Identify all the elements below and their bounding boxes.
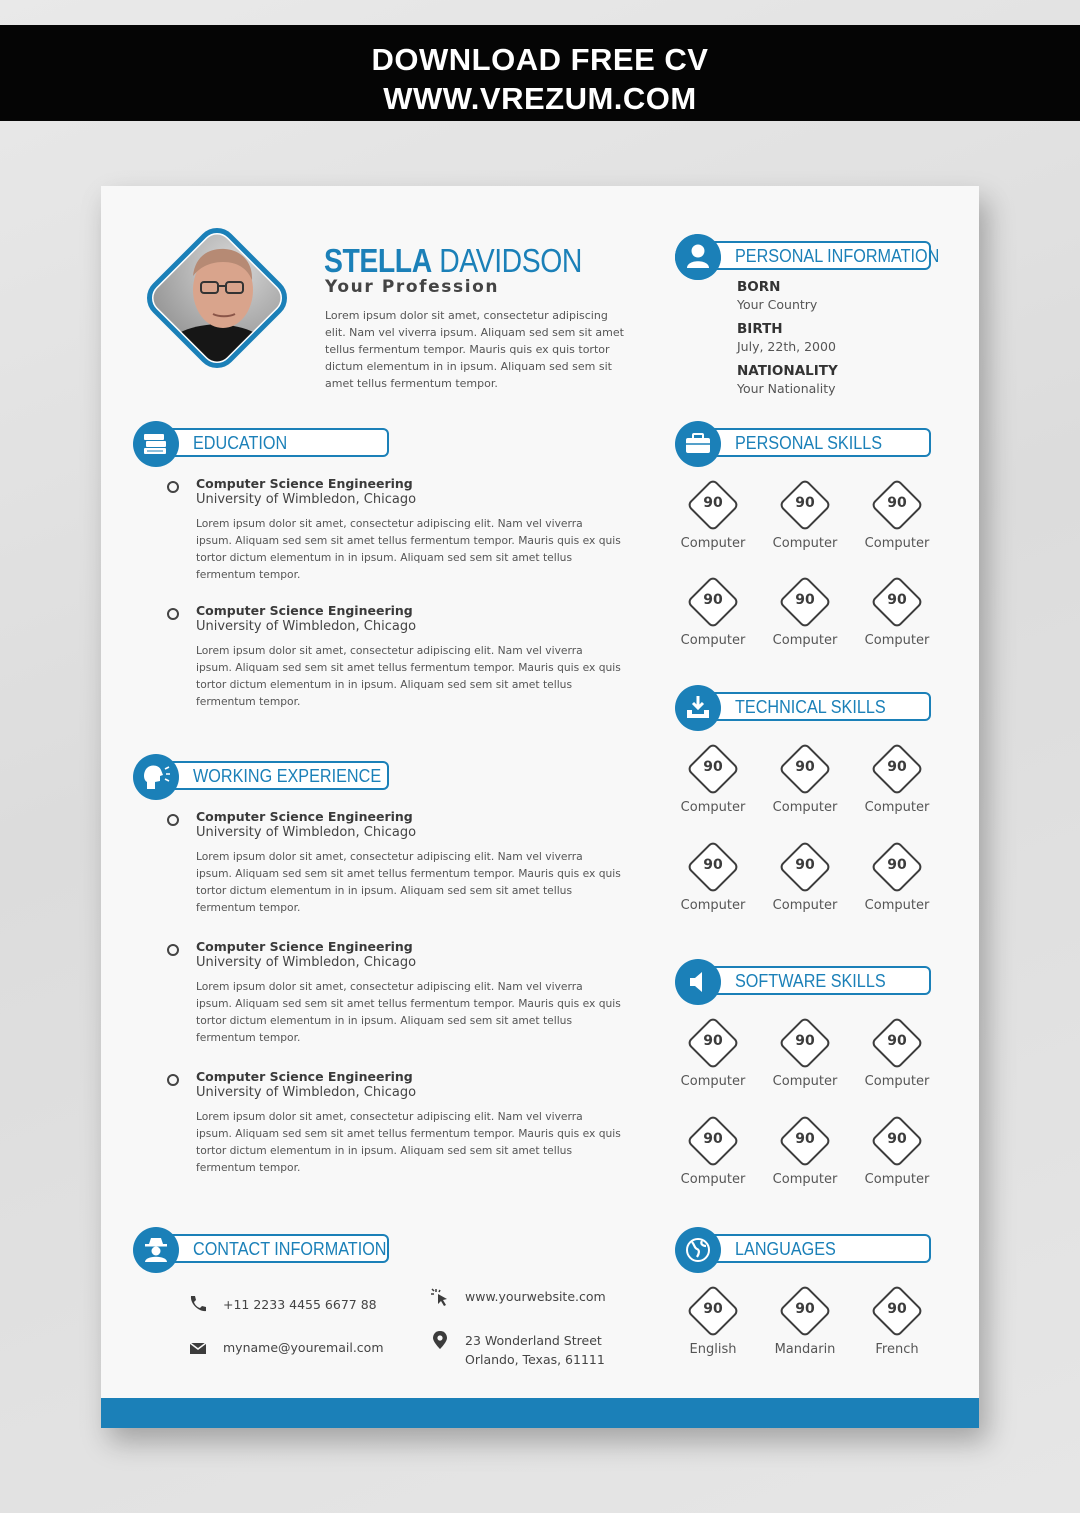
entry-description: Lorem ipsum dolor sit amet, consectetur adipiscing elit. Nam vel viverra ipsum. Aliquam sed sem sit amet tellus fermentum tempor. Mauris quis ex quis tortor dictum elementum in in ipsum. Aliquam sed sem sit amet tellus fermentum tempor. [196, 644, 621, 708]
skill-badge [767, 842, 837, 928]
bullet-icon [167, 1074, 179, 1086]
education-entry [167, 476, 627, 586]
language-label: French [875, 1342, 919, 1357]
section-title-languages: LANGUAGES [735, 1239, 836, 1259]
skill-label: Computer [864, 633, 930, 648]
speaking-head-icon [133, 754, 179, 800]
contact-phone: +11 2233 4455 6677 88 [223, 1297, 377, 1312]
skill-value: 90 [795, 592, 815, 608]
skill-label: Computer [772, 898, 838, 913]
entry-subtitle: University of Wimbledon, Chicago [196, 825, 417, 840]
skill-label: Computer [680, 800, 746, 815]
globe-icon [675, 1227, 721, 1273]
skill-label: Computer [680, 633, 746, 648]
phone-icon [187, 1293, 209, 1315]
skill-value: 90 [887, 495, 907, 511]
skill-value: 90 [703, 1131, 723, 1147]
entry-title: Computer Science Engineering [196, 809, 413, 824]
info-value: Your Country [737, 297, 818, 312]
skill-value: 90 [795, 857, 815, 873]
experience-entry [167, 809, 627, 919]
skill-value: 90 [887, 857, 907, 873]
entry-subtitle: University of Wimbledon, Chicago [196, 955, 417, 970]
experience-entry [167, 939, 627, 1049]
language-label: English [689, 1342, 737, 1357]
section-title-technical-skills: TECHNICAL SKILLS [735, 697, 886, 717]
entry-description: Lorem ipsum dolor sit amet, consectetur adipiscing elit. Nam vel viverra ipsum. Aliquam sed sem sit amet tellus fermentum tempor. Mauris quis ex quis tortor dictum elementum in in ipsum. Aliquam sed sem sit amet tellus fermentum tempor. [196, 850, 621, 914]
skill-badge [767, 744, 837, 830]
skill-value: 90 [703, 759, 723, 775]
envelope-icon [187, 1337, 209, 1359]
language-value: 90 [887, 1301, 907, 1317]
skill-badge [859, 1116, 929, 1202]
entry-title: Computer Science Engineering [196, 1069, 413, 1084]
contact-email: myname@youremail.com [223, 1340, 384, 1355]
profession: Your Profession [325, 277, 500, 297]
section-title-software-skills: SOFTWARE SKILLS [735, 971, 886, 991]
cv-page [101, 186, 979, 1428]
skill-label: Computer [772, 1074, 838, 1089]
skill-value: 90 [795, 1033, 815, 1049]
contact-website: www.yourwebsite.com [465, 1289, 606, 1304]
skill-value: 90 [795, 495, 815, 511]
entry-subtitle: University of Wimbledon, Chicago [196, 619, 417, 634]
map-pin-icon [429, 1329, 451, 1351]
skill-badge [859, 480, 929, 566]
bullet-icon [167, 608, 179, 620]
skill-label: Computer [772, 633, 838, 648]
spy-icon [133, 1227, 179, 1273]
info-label: BIRTH [737, 321, 783, 337]
contact-address-line1: 23 Wonderland Street [465, 1333, 602, 1348]
bullet-icon [167, 944, 179, 956]
banner-line-1: DOWNLOAD FREE CV [371, 42, 709, 77]
skill-badge [767, 577, 837, 663]
entry-title: Computer Science Engineering [196, 603, 413, 618]
language-badge [675, 1286, 745, 1372]
section-title-education: EDUCATION [193, 433, 288, 453]
entry-description: Lorem ipsum dolor sit amet, consectetur adipiscing elit. Nam vel viverra ipsum. Aliquam sed sem sit amet tellus fermentum tempor. Mauris quis ex quis tortor dictum elementum in in ipsum. Aliquam sed sem sit amet tellus fermentum tempor. [196, 1110, 621, 1174]
entry-description: Lorem ipsum dolor sit amet, consectetur adipiscing elit. Nam vel viverra ipsum. Aliquam sed sem sit amet tellus fermentum tempor. Mauris quis ex quis tortor dictum elementum in in ipsum. Aliquam sed sem sit amet tellus fermentum tempor. [196, 980, 621, 1044]
intro-text: Lorem ipsum dolor sit amet, consectetur adipiscing elit. Nam vel viverra ipsum. Aliquam sed sem sit amet tellus fermentum tempor. Mauris quis ex quis tortor dictum elementum in in ipsum. Aliquam sed sem sit amet tellus fermentum tempor. [325, 309, 624, 390]
skill-value: 90 [703, 592, 723, 608]
contact-address-line2: Orlando, Texas, 61111 [465, 1352, 605, 1367]
skill-badge [675, 577, 745, 663]
language-value: 90 [795, 1301, 815, 1317]
user-icon [675, 234, 721, 280]
entry-subtitle: University of Wimbledon, Chicago [196, 492, 417, 507]
footer-bar [101, 1398, 979, 1428]
last-name: DAVIDSON [439, 242, 582, 279]
skill-label: Computer [864, 1074, 930, 1089]
skill-label: Computer [772, 800, 838, 815]
skill-badge [859, 842, 929, 928]
skill-badge [859, 577, 929, 663]
entry-subtitle: University of Wimbledon, Chicago [196, 1085, 417, 1100]
full-name [324, 242, 582, 280]
books-icon [133, 421, 179, 467]
language-badge [767, 1286, 837, 1372]
skill-label: Computer [772, 536, 838, 551]
skill-badge [767, 1018, 837, 1104]
speaker-icon [675, 959, 721, 1005]
skill-value: 90 [703, 495, 723, 511]
section-title-personal-information: PERSONAL INFORMATION [735, 246, 940, 266]
skill-label: Computer [680, 898, 746, 913]
skill-badge [859, 744, 929, 830]
section-title-working-experience: WORKING EXPERIENCE [193, 766, 382, 786]
skill-badge [675, 842, 745, 928]
skill-badge [767, 480, 837, 566]
skill-badge [767, 1116, 837, 1202]
skill-badge [675, 744, 745, 830]
info-birth [737, 321, 836, 355]
info-label: BORN [737, 279, 781, 295]
skill-label: Computer [680, 1074, 746, 1089]
bullet-icon [167, 814, 179, 826]
cursor-click-icon [429, 1286, 451, 1308]
skill-label: Computer [680, 536, 746, 551]
entry-description: Lorem ipsum dolor sit amet, consectetur adipiscing elit. Nam vel viverra ipsum. Aliquam sed sem sit amet tellus fermentum tempor. Mauris quis ex quis tortor dictum elementum in in ipsum. Aliquam sed sem sit amet tellus fermentum tempor. [196, 517, 621, 581]
skill-label: Computer [864, 898, 930, 913]
skill-label: Computer [864, 800, 930, 815]
skill-value: 90 [795, 1131, 815, 1147]
skill-label: Computer [864, 536, 930, 551]
banner-line-2: WWW.VREZUM.COM [383, 81, 697, 116]
education-entry [167, 603, 627, 713]
toolbox-icon [675, 421, 721, 467]
skill-badge [675, 480, 745, 566]
skill-value: 90 [703, 857, 723, 873]
skill-label: Computer [772, 1172, 838, 1187]
skill-badge [859, 1018, 929, 1104]
skill-badge [675, 1018, 745, 1104]
bullet-icon [167, 481, 179, 493]
language-value: 90 [703, 1301, 723, 1317]
skill-value: 90 [795, 759, 815, 775]
skill-label: Computer [864, 1172, 930, 1187]
experience-entry [167, 1069, 627, 1179]
first-name: STELLA [324, 242, 432, 279]
info-value: July, 22th, 2000 [737, 339, 836, 354]
skill-label: Computer [680, 1172, 746, 1187]
skill-value: 90 [887, 1131, 907, 1147]
skill-value: 90 [887, 592, 907, 608]
section-title-contact-information: CONTACT INFORMATION [193, 1239, 387, 1259]
info-value: Your Nationality [737, 381, 836, 396]
section-title-personal-skills: PERSONAL SKILLS [735, 433, 883, 453]
skill-badge [675, 1116, 745, 1202]
download-tray-icon [675, 685, 721, 731]
info-nationality [737, 363, 838, 397]
info-label: NATIONALITY [737, 363, 838, 379]
skill-value: 90 [887, 1033, 907, 1049]
info-born [737, 279, 817, 313]
skill-value: 90 [703, 1033, 723, 1049]
language-label: Mandarin [774, 1342, 836, 1357]
profile-photo [137, 218, 297, 378]
download-banner [0, 25, 1080, 121]
language-badge [859, 1286, 929, 1372]
skill-value: 90 [887, 759, 907, 775]
entry-title: Computer Science Engineering [196, 476, 413, 491]
entry-title: Computer Science Engineering [196, 939, 413, 954]
